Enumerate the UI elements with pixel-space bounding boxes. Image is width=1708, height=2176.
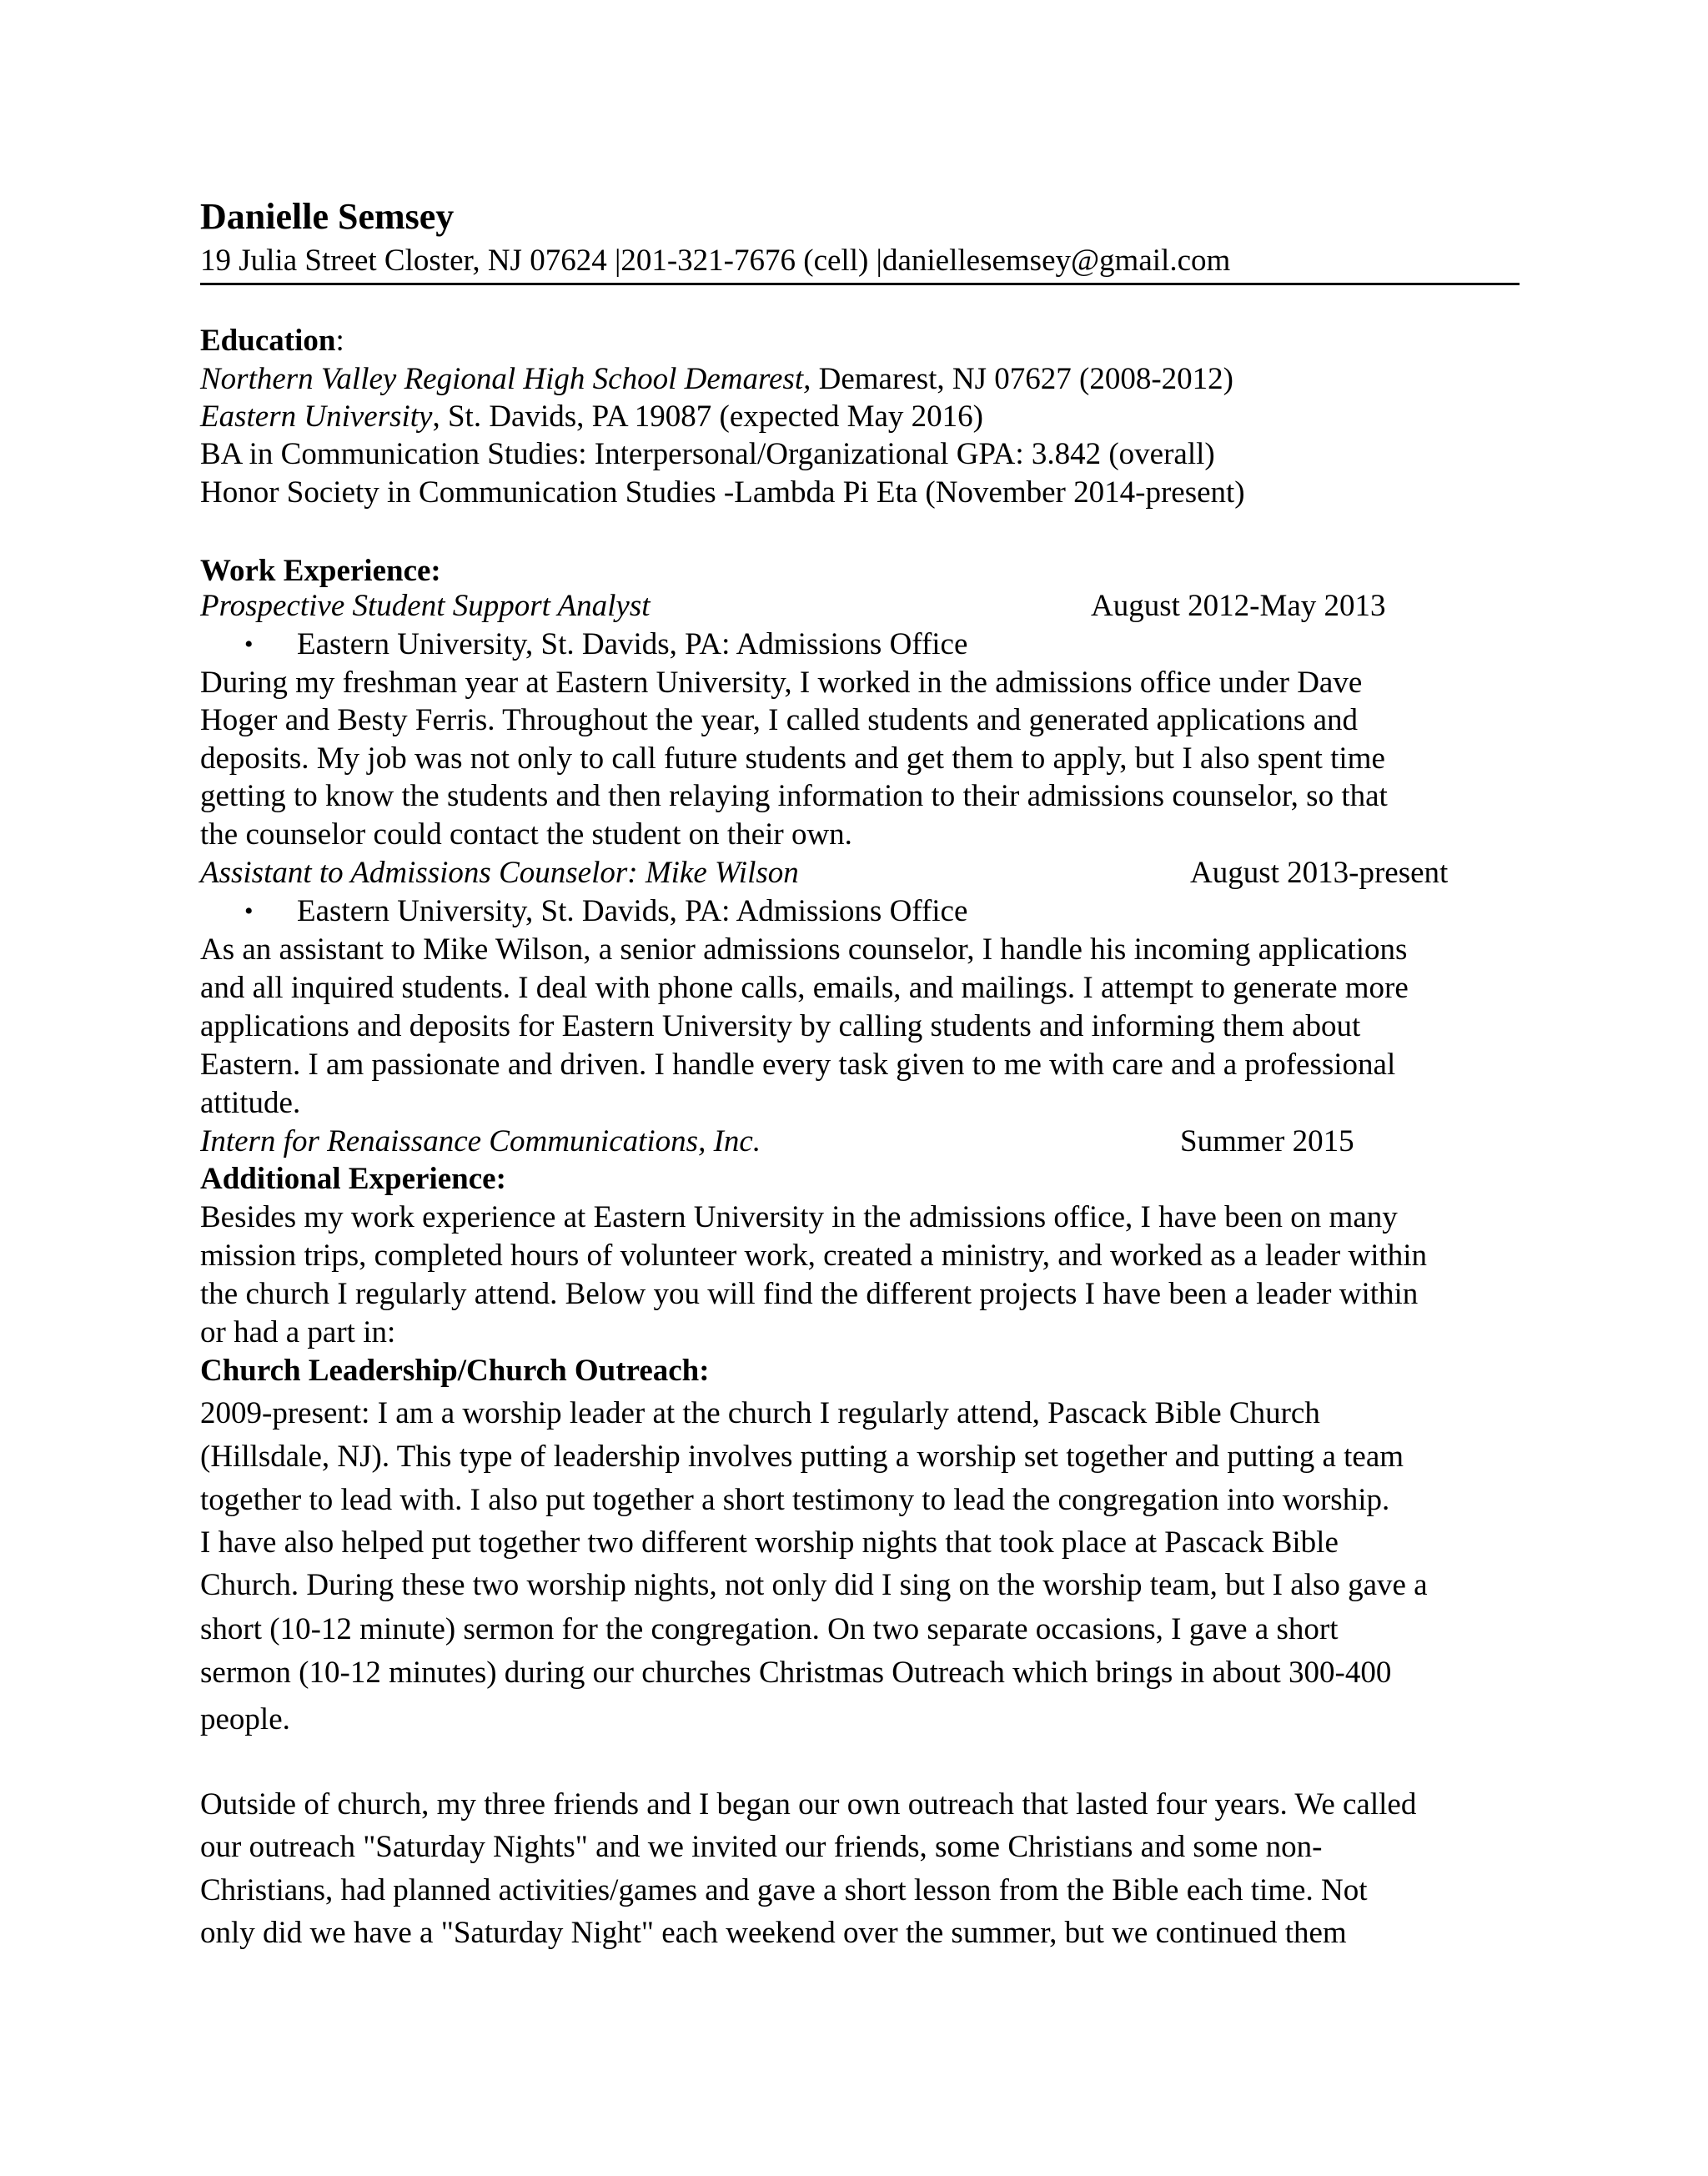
education-high-school	[200, 361, 1233, 398]
job-bullet: Eastern University, St. Davids, PA: Admissions Office	[297, 627, 968, 661]
additional-experience-heading: Additional Experience:	[200, 1162, 506, 1196]
job-dates: Summer 2015	[1180, 1124, 1354, 1158]
job-dates: August 2012-May 2013	[1091, 589, 1386, 623]
job-description-line: attitude.	[200, 1086, 301, 1120]
job-bullet: Eastern University, St. Davids, PA: Admissions Office	[297, 894, 968, 928]
high-school-name: Northern Valley Regional High School Demarest,	[200, 362, 811, 396]
bullet-icon: •	[244, 897, 254, 925]
university-name: Eastern University	[200, 400, 433, 434]
job-title: Prospective Student Support Analyst	[200, 589, 651, 623]
contact-info: 19 Julia Street Closter, NJ 07624 |201-321-7676 (cell) |daniellesemsey@gmail.com	[200, 244, 1231, 278]
applicant-name: Danielle Semsey	[200, 196, 455, 237]
education-heading-line	[200, 323, 344, 359]
additional-line: or had a part in:	[200, 1315, 396, 1349]
job-title: Intern for Renaissance Communications, Inc.	[200, 1124, 761, 1158]
church-line: people.	[200, 1702, 290, 1736]
university-details: , St. Davids, PA 19087 (expected May 2016)	[432, 400, 983, 434]
header-divider	[200, 283, 1520, 285]
job-description-line: and all inquired students. I deal with phone calls, emails, and mailings. I attempt to generate more	[200, 971, 1409, 1005]
church-line: short (10-12 minute) sermon for the congregation. On two separate occasions, I gave a short	[200, 1612, 1339, 1646]
church-line: sermon (10-12 minutes) during our churches Christmas Outreach which brings in about 300-400	[200, 1656, 1392, 1690]
bullet-icon: •	[244, 631, 254, 658]
job-description-line: Eastern. I am passionate and driven. I handle every task given to me with care and a professional	[200, 1048, 1396, 1082]
outreach-line: Outside of church, my three friends and I began our own outreach that lasted four years. We called	[200, 1787, 1417, 1822]
job-description-line: getting to know the students and then relaying information to their admissions counselor, so that	[200, 779, 1388, 813]
job-description-line: During my freshman year at Eastern University, I worked in the admissions office under Dave	[200, 666, 1363, 700]
education-university	[200, 399, 983, 435]
church-line: I have also helped put together two different worship nights that took place at Pascack Bible	[200, 1525, 1339, 1560]
job-description-line: As an assistant to Mike Wilson, a senior admissions counselor, I handle his incoming applications	[200, 932, 1408, 967]
additional-line: the church I regularly attend. Below you will find the different projects I have been a leader within	[200, 1277, 1419, 1311]
job-dates: August 2013-present	[1190, 856, 1449, 890]
church-line: (Hillsdale, NJ). This type of leadership involves putting a worship set together and putting a team	[200, 1440, 1404, 1474]
church-line: together to lead with. I also put together a short testimony to lead the congregation into worship.	[200, 1483, 1390, 1517]
high-school-details: Demarest, NJ 07627 (2008-2012)	[811, 362, 1233, 396]
education-heading-colon: :	[335, 324, 344, 358]
church-line: Church. During these two worship nights, not only did I sing on the worship team, but I also gave a	[200, 1568, 1428, 1602]
job-description-line: deposits. My job was not only to call future students and get them to apply, but I also spent time	[200, 741, 1385, 776]
education-heading: Education	[200, 324, 336, 358]
education-honor-society: Honor Society in Communication Studies -Lambda Pi Eta (November 2014-present)	[200, 475, 1245, 510]
job-description-line: applications and deposits for Eastern University by calling students and informing them about	[200, 1009, 1361, 1043]
education-degree: BA in Communication Studies: Interpersonal/Organizational GPA: 3.842 (overall)	[200, 437, 1215, 471]
job-description-line: the counselor could contact the student on their own.	[200, 817, 852, 852]
additional-line: mission trips, completed hours of volunteer work, created a ministry, and worked as a leader within	[200, 1239, 1428, 1273]
job-description-line: Hoger and Besty Ferris. Throughout the year, I called students and generated applications and	[200, 703, 1359, 737]
outreach-line: only did we have a "Saturday Night" each weekend over the summer, but we continued them	[200, 1916, 1347, 1950]
work-experience-heading: Work Experience:	[200, 554, 441, 588]
job-title: Assistant to Admissions Counselor: Mike Wilson	[200, 856, 799, 890]
church-line: 2009-present: I am a worship leader at the church I regularly attend, Pascack Bible Church	[200, 1396, 1320, 1430]
church-leadership-heading: Church Leadership/Church Outreach:	[200, 1354, 710, 1388]
outreach-line: Christians, had planned activities/games and gave a short lesson from the Bible each time. Not	[200, 1873, 1368, 1907]
additional-line: Besides my work experience at Eastern University in the admissions office, I have been on many	[200, 1200, 1398, 1234]
outreach-line: our outreach "Saturday Nights" and we invited our friends, some Christians and some non-	[200, 1830, 1323, 1864]
